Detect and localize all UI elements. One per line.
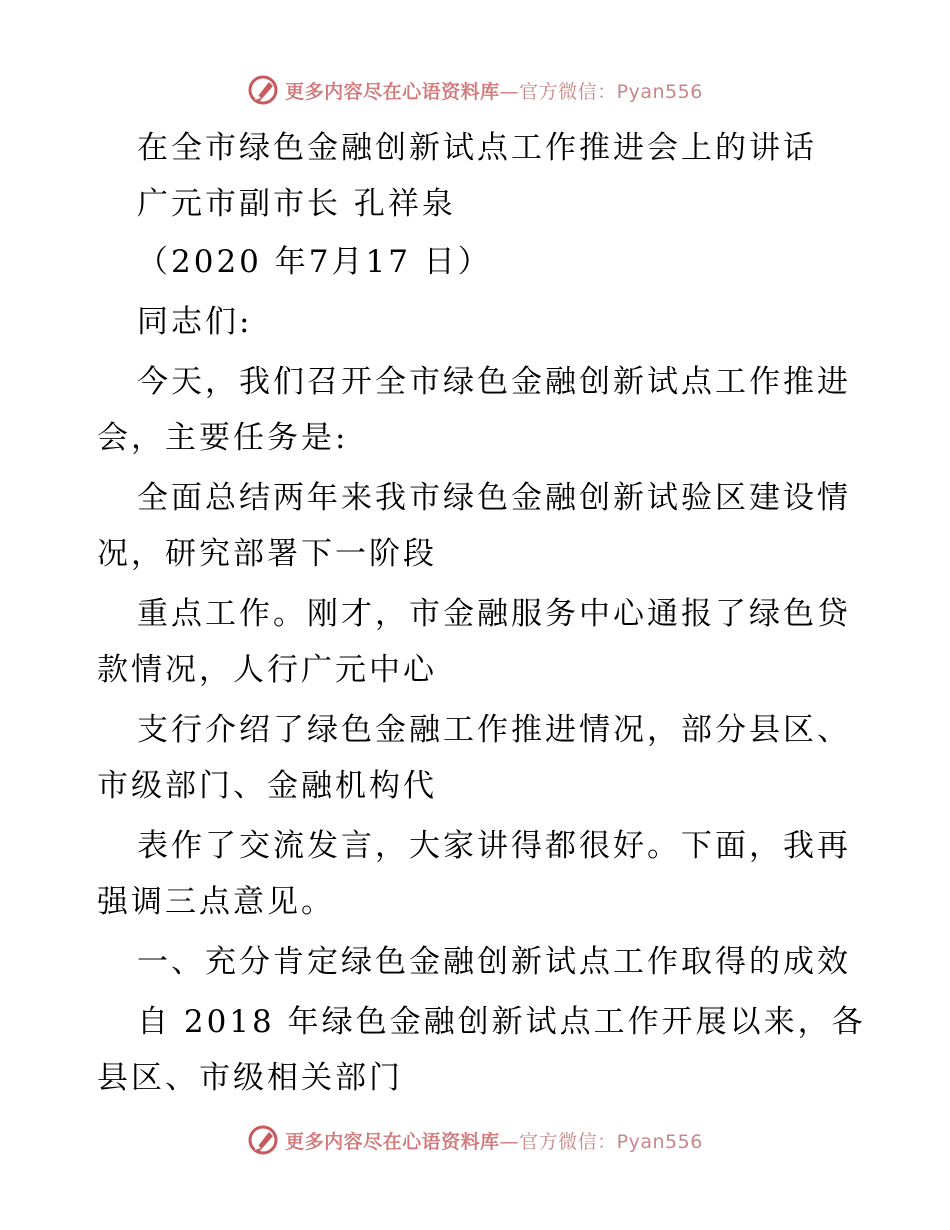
- watermark-brand: 更多内容尽在心语资料库: [285, 1130, 500, 1153]
- watermark-dash: —: [499, 1130, 520, 1153]
- header-watermark: [0, 72, 950, 108]
- document-title: 在全市绿色金融创新试点工作推进会上的讲话: [137, 130, 817, 166]
- paragraph-line: 会，主要任务是:: [97, 420, 349, 456]
- watermark-wechat: 官方微信：Pyan556: [519, 80, 703, 103]
- paragraph-line: 同志们:: [137, 304, 253, 340]
- paragraph-line: 县区、市级相关部门: [97, 1060, 403, 1096]
- document-speaker: 广元市副市长 孔祥泉: [137, 186, 456, 222]
- paragraph-line: 强调三点意见。: [97, 884, 335, 920]
- paragraph-line: 自 2018 年绿色金融创新试点工作开展以来，各: [137, 1004, 866, 1040]
- watermark-dash: —: [499, 80, 520, 103]
- paragraph-line: 市级部门、金融机构代: [97, 768, 437, 804]
- paragraph-line: 支行介绍了绿色金融工作推进情况，部分县区、: [137, 712, 851, 748]
- watermark-text: [285, 1127, 703, 1154]
- paragraph-line: 今天，我们召开全市绿色金融创新试点工作推进: [137, 364, 851, 400]
- watermark-brand: 更多内容尽在心语资料库: [285, 80, 500, 103]
- section-heading: 一、充分肯定绿色金融创新试点工作取得的成效: [137, 944, 851, 980]
- watermark-wechat: 官方微信：Pyan556: [519, 1130, 703, 1153]
- watermark-text: [285, 77, 703, 104]
- document-date: （2020 年7月17 日）: [137, 244, 492, 280]
- pen-logo-icon: [247, 74, 279, 106]
- paragraph-line: 重点工作。刚才，市金融服务中心通报了绿色贷: [137, 596, 851, 632]
- pen-logo-icon: [247, 1124, 279, 1156]
- paragraph-line: 全面总结两年来我市绿色金融创新试验区建设情: [137, 480, 851, 516]
- paragraph-line: 款情况，人行广元中心: [97, 652, 437, 688]
- paragraph-line: 表作了交流发言，大家讲得都很好。下面，我再: [137, 828, 851, 864]
- paragraph-line: 况，研究部署下一阶段: [97, 536, 437, 572]
- footer-watermark: [0, 1122, 950, 1158]
